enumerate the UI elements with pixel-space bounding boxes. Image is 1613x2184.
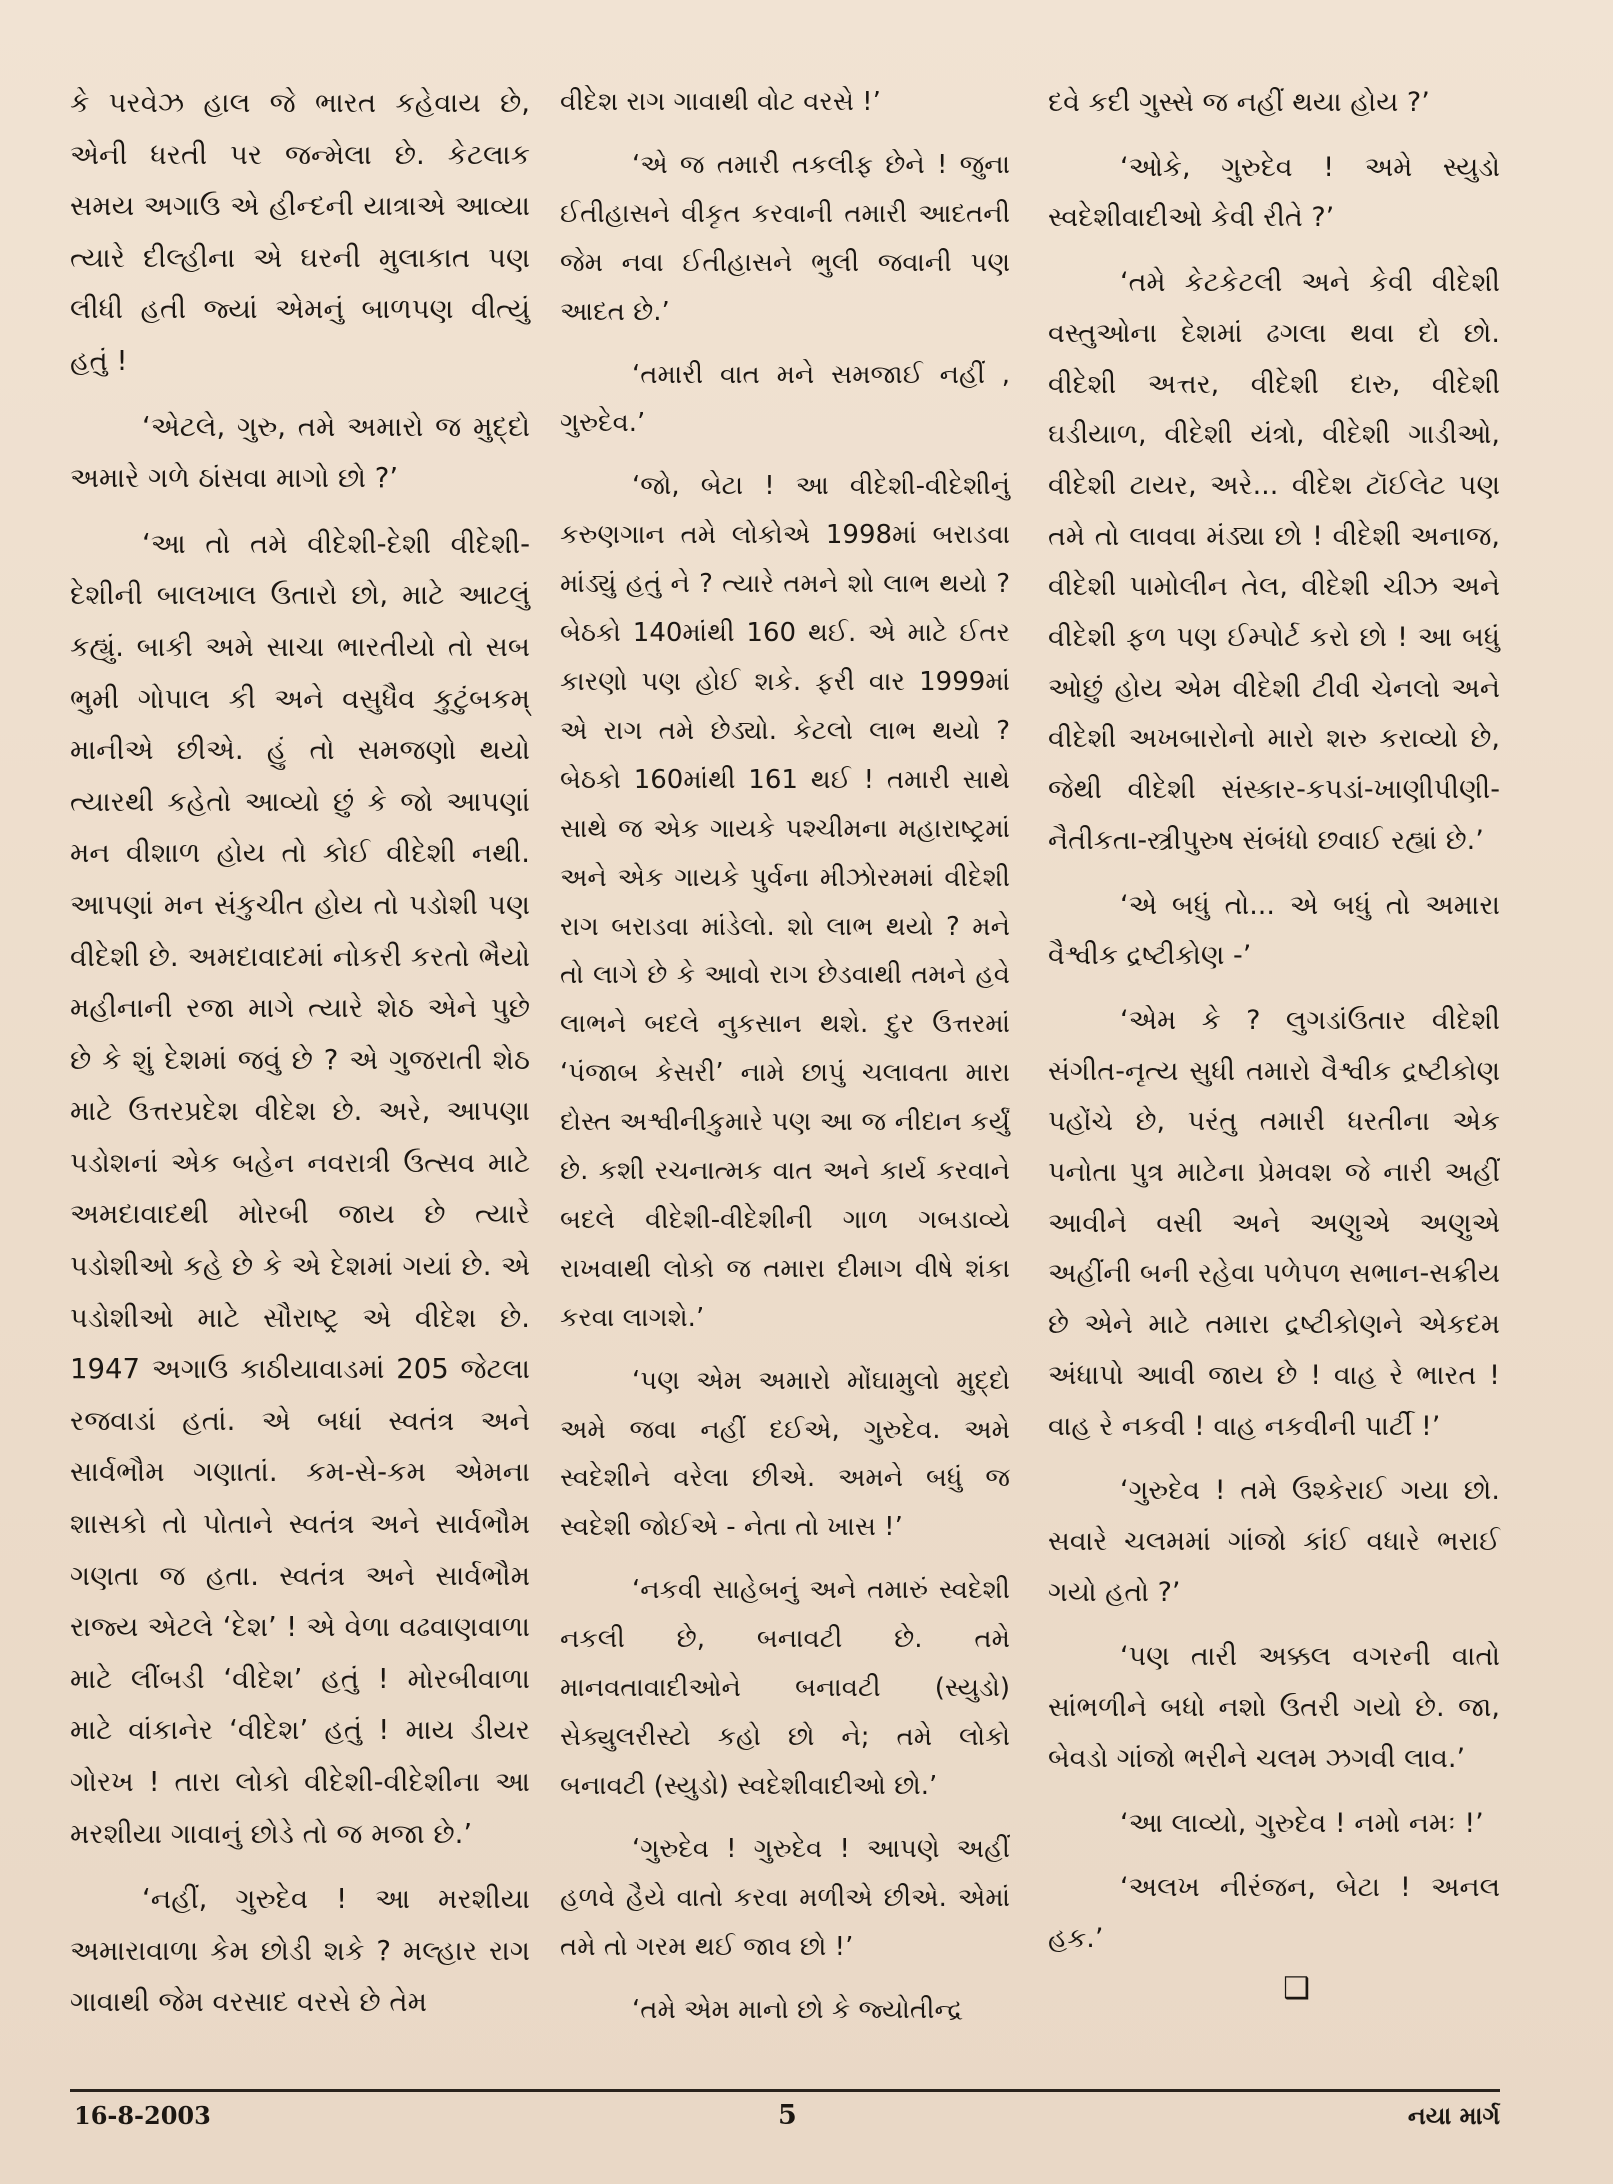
paragraph: ‘એમ કે ? લુગડાંઉતાર વીદેશી સંગીત-નૃત્ય સુધી તમારો વૈશ્વીક દ્રષ્ટીકોણ પહોંચે છે, પરંતુ તમારી ધરતીના એક પનોતા પુત્ર માટેના પ્રેમવશ જે નારી અહીં આવીને વસી અને અણુએ અણુએ અહીંની બની રહેવા પળેપળ સભાન-સક્રીય છે એને માટે તમારા દ્રષ્ટીકોણને એકદમ અંધાપો આવી જાય છે ! વાહ રે ભારત ! વાહ રે નકવી ! વાહ નકવીની પાર્ટી !’ (1048, 1004, 1500, 1442)
paragraph: વીદેશ રાગ ગાવાથી વોટ વરસે !’ (560, 87, 881, 117)
paragraph: ‘ગુરુદેવ ! ગુરુદેવ ! આપણે અહીં હળવે હૈયે વાતો કરવા મળીએ છીએ. એમાં તમે તો ગરમ થઈ જાવ છો !’ (560, 1833, 1010, 1962)
page-number: 5 (778, 2100, 797, 2131)
paragraph: કે પરવેઝ હાલ જે ભારત કહેવાય છે, એની ધરતી પર જન્મેલા છે. કેટલાક સમય અગાઉ એ હીન્દની યાત્રાએ આવ્યા ત્યારે દીલ્હીના એ ઘરની મુલાકાત પણ લીધી હતી જ્યાં એમનું બાળપણ વીત્યું હતું ! (70, 87, 530, 377)
paragraph: ‘એ જ તમારી તકલીફ છેને ! જુના ઈતીહાસને વીકૃત કરવાની તમારી આદતની જેમ નવા ઈતીહાસને ભુલી જવાની પણ આદત છે.’ (560, 149, 1010, 327)
paragraph: ‘જો, બેટા ! આ વીદેશી-વીદેશીનું કરુણગાન તમે લોકોએ 1998માં બરાડવા માંડ્યું હતું ને ? ત્યારે તમને શો લાભ થયો ? બેઠકો 140માંથી 160 થઈ. એ માટે ઈતર કારણો પણ હોઈ શકે. ફરી વાર 1999માં એ રાગ તમે છેડ્યો. કેટલો લાભ થયો ? બેઠકો 160માંથી 161 થઈ ! તમારી સાથે સાથે જ એક ગાયકે પશ્ચીમના મહારાષ્ટ્રમાં અને એક ગાયકે પુર્વના મીઝોરમમાં વીદેશી રાગ બરાડવા માંડેલો. શો લાભ થયો ? મને તો લાગે છે કે આવો રાગ છેડવાથી તમને હવે લાભને બદલે નુકસાન થશે. દુર ઉત્તરમાં ‘પંજાબ કેસરી’ નામે છાપું ચલાવતા મારા દોસ્ત અશ્વીનીકુમારે પણ આ જ નીદાન કર્યું છે. કશી રચનાત્મક વાત અને કાર્ય કરવાને બદલે વીદેશી-વીદેશીની ગાળ ગબડાવ્યે રાખવાથી લોકો જ તમારા દીમાગ વીષે શંકા કરવા લાગશે.’ (560, 471, 1010, 1333)
paragraph: ‘પણ એમ અમારો મોંઘામુલો મુદ્દો અમે જવા નહીં દઈએ, ગુરુદેવ. અમે સ્વદેશીને વરેલા છીએ. અમને બધું જ સ્વદેશી જોઈએ - નેતા તો ખાસ !’ (560, 1365, 1010, 1543)
paragraph: દવે કદી ગુસ્સે જ નહીં થયા હોય ?’ (1048, 87, 1430, 118)
footer-date: 16-8-2003 (74, 2101, 211, 2130)
paragraph: ‘આ લાવ્યો, ગુરુદેવ ! નમો નમઃ !’ (1120, 1807, 1484, 1839)
paragraph: ‘તમારી વાત મને સમજાઈ નહીં , ગુરુદેવ.’ (560, 359, 1010, 439)
paragraph: ‘અલખ નીરંજન, બેટા ! અનલ હક.’ (1048, 1872, 1500, 1954)
column-2 (560, 78, 1010, 2034)
paragraph: ‘પણ તારી અક્કલ વગરની વાતો સાંભળીને બધો નશો ઉતરી ગયો છે. જા, બેવડો ગાંજો ભરીને ચલમ ઝગવી લાવ.’ (1048, 1641, 1500, 1774)
column-3 (1048, 78, 1500, 2013)
footer-rule (70, 2089, 1500, 2092)
paragraph: ‘નહીં, ગુરુદેવ ! આ મરશીયા અમારાવાળા કેમ છોડી શકે ? મલ્હાર રાગ ગાવાથી જેમ વરસાદ વરસે છે તેમ (70, 1883, 530, 2019)
paragraph: ‘ગુરુદેવ ! તમે ઉશ્કેરાઈ ગયા છો. સવારે ચલમમાં ગાંજો કાંઈ વધારે ભરાઈ ગયો હતો ?’ (1048, 1475, 1500, 1608)
end-of-article-mark: ❑ (1283, 1970, 1310, 2006)
paragraph: ‘એ બધું તો... એ બધું તો અમારા વૈશ્વીક દ્રષ્ટીકોણ -’ (1048, 889, 1500, 972)
column-1 (70, 78, 530, 2029)
paragraph: ‘નકવી સાહેબનું અને તમારું સ્વદેશી નકલી છે, બનાવટી છે. તમે માનવતાવાદીઓને બનાવટી (સ્યુડો) સેક્યુલરીસ્ટો કહો છો ને; તમે લોકો બનાવટી (સ્યુડો) સ્વદેશીવાદીઓ છો.’ (560, 1575, 1010, 1801)
paragraph: ‘એટલે, ગુરુ, તમે અમારો જ મુદ્દો અમારે ગળે ઠાંસવા માગો છો ?’ (70, 410, 530, 495)
paragraph: ‘ઓકે, ગુરુદેવ ! અમે સ્યુડો સ્વદેશીવાદીઓ કેવી રીતે ?’ (1048, 151, 1500, 234)
paragraph: ‘આ તો તમે વીદેશી-દેશી વીદેશી-દેશીની બાલખાલ ઉતારો છો, માટે આટલું કહ્યું. બાકી અમે સાચા ભારતીયો તો સબ ભુમી ગોપાલ કી અને વસુધૈવ કુટુંબકમ્ માનીએ છીએ. હું તો સમજણો થયો ત્યારથી કહેતો આવ્યો છું કે જો આપણાં મન વીશાળ હોય તો કોઈ વીદેશી નથી. આપણાં મન સંકુચીત હોય તો પડોશી પણ વીદેશી છે. અમદાવાદમાં નોકરી કરતો ભૈયો મહીનાની રજા માગે ત્યારે શેઠ એને પુછે છે કે શું દેશમાં જવું છે ? એ ગુજરાતી શેઠ માટે ઉત્તરપ્રદેશ વીદેશ છે. અરે, આપણા પડોશનાં એક બહેન નવરાત્રી ઉત્સવ માટે અમદાવાદથી મોરબી જાય છે ત્યારે પડોશીઓ કહે છે કે એ દેશમાં ગયાં છે. એ પડોશીઓ માટે સૌરાષ્ટ્ર એ વીદેશ છે. 1947 અગાઉ કાઠીયાવાડમાં 205 જેટલા રજવાડાં હતાં. એ બધાં સ્વતંત્ર અને સાર્વભૌમ ગણાતાં. કમ-સે-કમ એમના શાસકો તો પોતાને સ્વતંત્ર અને સાર્વભૌમ ગણતા જ હતા. સ્વતંત્ર અને સાર્વભૌમ રાજ્ય એટલે ‘દેશ’ ! એ વેળા વઢવાણવાળા માટે લીંબડી ‘વીદેશ’ હતું ! મોરબીવાળા માટે વાંકાનેર ‘વીદેશ’ હતું ! માય ડીયર ગોરખ ! તારા લોકો વીદેશી-વીદેશીના આ મરશીયા ગાવાનું છોડે તો જ મજા છે.’ (70, 527, 530, 1850)
magazine-name: નયા માર્ગ (1407, 2102, 1500, 2130)
paragraph: ‘તમે કેટકેટલી અને કેવી વીદેશી વસ્તુઓના દેશમાં ઢગલા થવા દો છો. વીદેશી અત્તર, વીદેશી દારુ, વીદેશી ઘડીયાળ, વીદેશી યંત્રો, વીદેશી ગાડીઓ, વીદેશી ટાયર, અરે... વીદેશ ટૉઈલેટ પણ તમે તો લાવવા મંડ્યા છો ! વીદેશી અનાજ, વીદેશી પામોલીન તેલ, વીદેશી ચીઝ અને વીદેશી ફળ પણ ઈમ્પોર્ટ કરો છો ! આ બધું ઓછું હોય એમ વીદેશી ટીવી ચેનલો અને વીદેશી અખબારોનો મારો શરુ કરાવ્યો છે, જેથી વીદેશી સંસ્કાર-કપડાં-ખાણીપીણી- નૈતીકતા-સ્ત્રીપુરુષ સંબંધો છવાઈ રહ્યાં છે.’ (1048, 267, 1500, 856)
paragraph: ‘તમે એમ માનો છો કે જ્યોતીન્દ્ર (632, 1994, 963, 2025)
